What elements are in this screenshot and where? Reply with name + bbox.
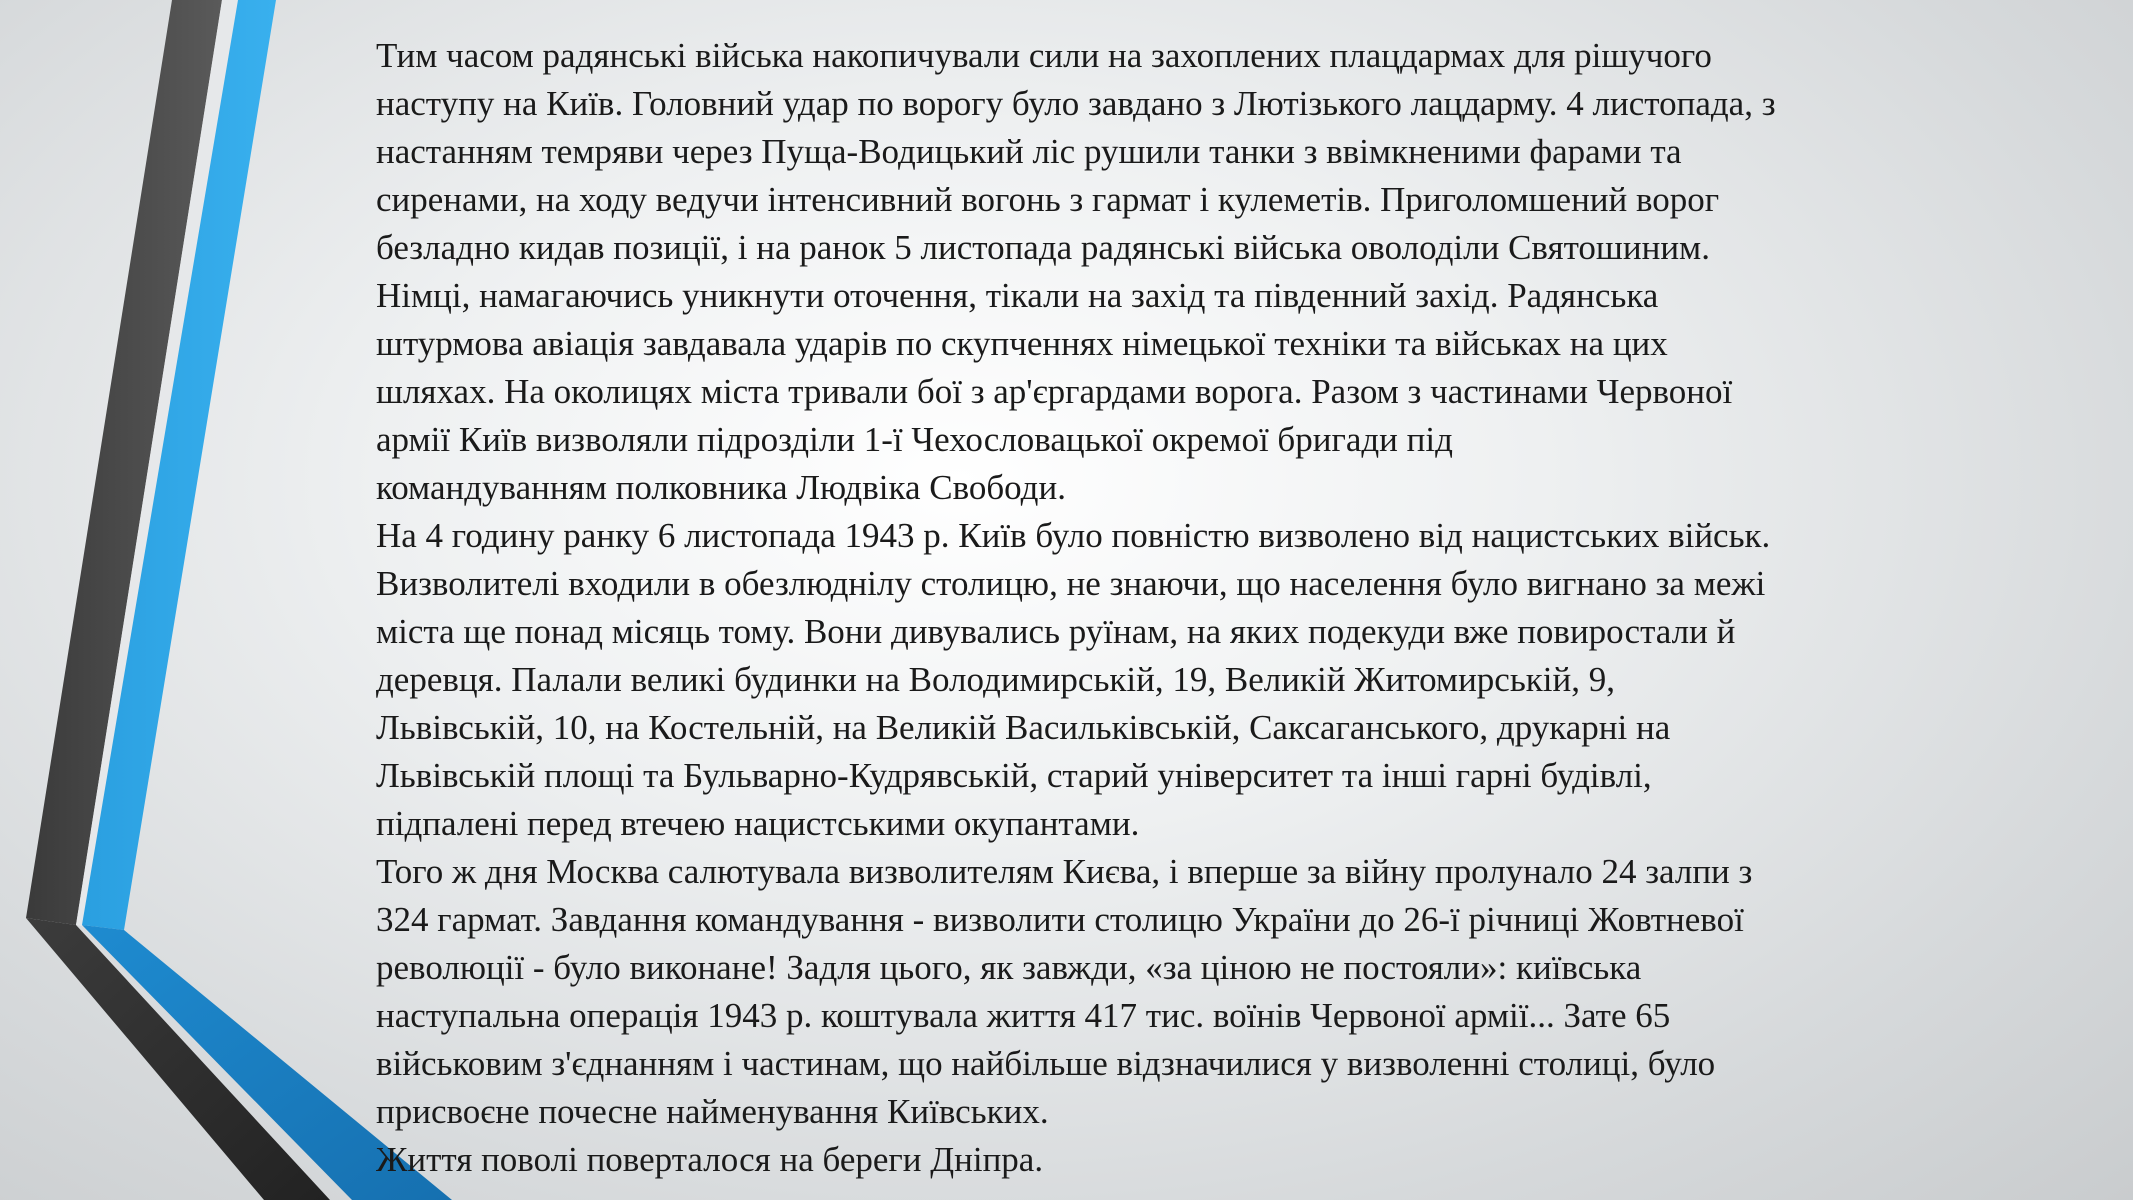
slide-text [376, 32, 1996, 1184]
paragraph-4 [376, 1136, 1996, 1184]
text-line: міста ще понад місяць тому. Вони дивувались руїнам, на яких подекуди вже повиростали й [376, 612, 1736, 651]
text-line: наступальна операція 1943 р. коштувала життя 417 тис. воїнів Червоної армії... Зате 65 [376, 996, 1671, 1035]
text-line: сиренами, на ходу ведучи інтенсивний вогонь з гармат і кулеметів. Приголомшений ворог [376, 180, 1720, 219]
text-line: революції - було виконане! Задля цього, як завжди, «за ціною не постояли»: київська [376, 948, 1642, 987]
gray-stripe-lower [26, 918, 330, 1200]
text-line: армії Київ визволяли підрозділи 1-ї Чехословацької окремої бригади під [376, 420, 1453, 459]
text-line: безладно кидав позиції, і на ранок 5 листопада радянські війська оволоділи Святошиним. [376, 228, 1710, 267]
text-line: настанням темряви через Пуща-Водицький ліс рушили танки з ввімкненими фарами та [376, 132, 1682, 171]
text-line: Визволителі входили в обезлюднілу столицю, не знаючи, що населення було вигнано за межі [376, 564, 1766, 603]
text-line: Тим часом радянські війська накопичували сили на захоплених плацдармах для рішучого [376, 36, 1712, 75]
text-line: На 4 годину ранку 6 листопада 1943 р. Київ було повністю визволено від нацистських військ. [376, 516, 1771, 555]
text-line: Життя поволі поверталося на береги Дніпра. [376, 1140, 1044, 1179]
text-line: шляхах. На околицях міста тривали бої з ар'єргардами ворога. Разом з частинами Червоної [376, 372, 1733, 411]
text-line: командуванням полковника Людвіка Свободи. [376, 468, 1066, 507]
text-line: деревця. Палали великі будинки на Володимирській, 19, Великій Житомирській, 9, [376, 660, 1616, 699]
text-line: Того ж дня Москва салютувала визволителям Києва, і вперше за війну пролунало 24 залпи з [376, 852, 1753, 891]
paragraph-2 [376, 512, 1996, 848]
text-line: військовим з'єднанням і частинам, що найбільше відзначилися у визволенні столиці, було [376, 1044, 1716, 1083]
text-line: присвоєне почесне найменування Київських. [376, 1092, 1049, 1131]
text-line: Львівській площі та Бульварно-Кудрявській, старий університет та інші гарні будівлі, [376, 756, 1652, 795]
text-line: Німці, намагаючись уникнути оточення, тікали на захід та південний захід. Радянська [376, 276, 1659, 315]
text-line: Львівській, 10, на Костельній, на Великій Васильківській, Саксаганського, друкарні на [376, 708, 1671, 747]
paragraph-3 [376, 848, 1996, 1136]
text-line: наступу на Київ. Головний удар по ворогу було завдано з Лютізького лацдарму. 4 листопада, з [376, 84, 1776, 123]
text-line: 324 гармат. Завдання командування - визволити столицю України до 26-ї річниці Жовтневої [376, 900, 1744, 939]
paragraph-1 [376, 32, 1996, 512]
text-line: підпалені перед втечею нацистськими окупантами. [376, 804, 1140, 843]
text-line: штурмова авіація завдавала ударів по скупченнях німецької техніки та військах на цих [376, 324, 1668, 363]
